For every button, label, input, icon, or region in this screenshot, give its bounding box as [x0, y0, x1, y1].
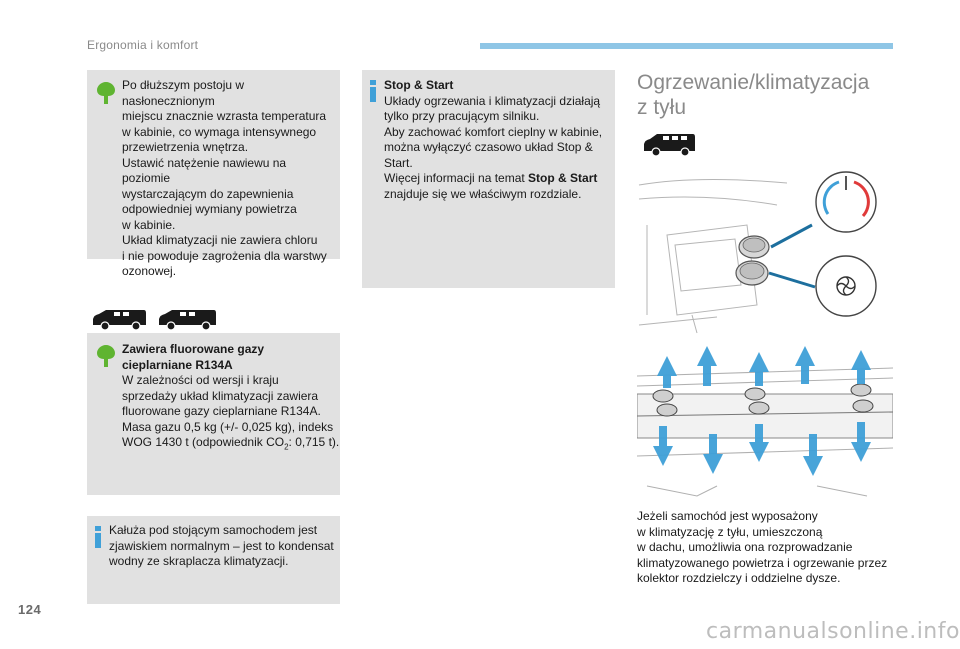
van-icon	[156, 308, 218, 332]
rear-vents-airflow-illustration	[637, 346, 893, 506]
refrigerant-text: Zawiera fluorowane gazy cieplarniane R134A W zależności od wersji i kraju sprzedaży układ klimatyzacji zawiera fluorowane gazy cieplarniane R134A. Masa gazu 0,5 kg (+/- 0,025 kg), indeks WOG 1430 t (odpowiednik $CO_2$: 0,715 t).	[122, 342, 340, 452]
note-box-ventilation	[87, 70, 340, 278]
leaf-icon	[95, 343, 117, 369]
note-box-condensate	[87, 516, 340, 604]
ventilation-text: Po dłuższym postoju w nasłonecznionym miejscu znacznie wzrasta temperatura w kabinie, co wymaga intensywnego przewietrzenia wnętrza. Ustawić natężenie nawiewu na poziomie wystarczającym do zapewnienia odpowiedniej wymiany powietrza w kabinie. Układ klimatyzacji nie zawiera chloru i nie powoduje zagrożenia dla warstwy ozonowej.	[122, 78, 327, 278]
note-box-refrigerant	[87, 333, 340, 495]
van-icon	[90, 308, 148, 332]
stop-start-text: Stop & Start Układy ogrzewania i klimatyzacji działają tylko przy pracującym silniku. Aby zachować komfort cieplny w kabinie, można wyłączyć czasowo układ Stop & Start. Więcej informacji na temat Stop & Start znajduje się we właściwym rozdziale.	[384, 78, 614, 202]
rear-ac-description: Jeżeli samochód jest wyposażony w klimatyzację z tyłu, umieszczoną w dachu, umożliwia ona rozprowadzanie klimatyzowanego powietrza i ogrzewanie przez kolektor rozdzielczy i oddzielne dysze.	[637, 509, 888, 586]
watermark: carmanualsonline.info	[706, 619, 960, 644]
note-box-stop-start	[362, 70, 615, 288]
stop-start-title: Stop & Start	[384, 78, 454, 92]
leaf-icon	[95, 80, 117, 106]
fan-knob-small	[736, 261, 768, 285]
page-number: 124	[18, 602, 42, 617]
section-title: Ogrzewanie/klimatyzacja z tyłu	[637, 71, 870, 119]
condensate-text: Kałuża pod stojącym samochodem jest zjawiskiem normalnym – jest to kondensat wodny ze skraplacza klimatyzacji.	[109, 523, 334, 568]
temperature-knob-small	[739, 236, 769, 258]
header-divider	[480, 43, 893, 49]
temperature-dial-icon	[816, 172, 876, 232]
header-title: Ergonomia i komfort	[87, 38, 199, 52]
rear-control-panel-illustration	[637, 165, 893, 337]
info-icon	[369, 80, 377, 102]
van-icon	[641, 132, 697, 158]
info-icon	[94, 526, 102, 548]
fan-dial-icon	[816, 256, 876, 316]
